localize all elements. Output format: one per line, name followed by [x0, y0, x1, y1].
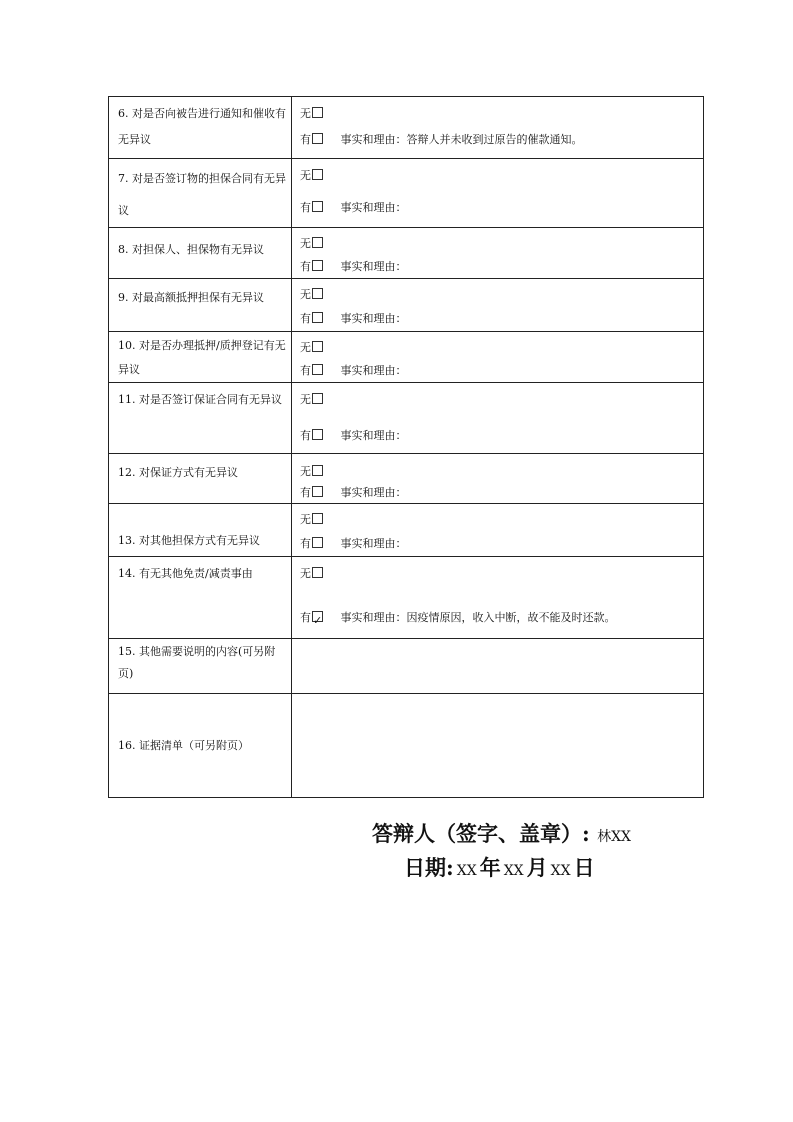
no-checkbox[interactable] [312, 513, 323, 524]
date-year: XX [456, 863, 477, 879]
yes-option[interactable] [292, 195, 703, 221]
yes-label: 有 [300, 312, 311, 325]
reason-label: 事实和理由： [340, 133, 407, 146]
question-cell [109, 557, 292, 639]
answer-cell [292, 159, 704, 228]
question-text: 12. 对保证方式有无异议 [118, 466, 238, 479]
no-option[interactable] [292, 336, 703, 360]
yes-checkbox[interactable] [312, 486, 323, 497]
yes-label: 有 [300, 364, 311, 377]
table-row [109, 639, 704, 694]
question-text: 8. 对担保人、担保物有无异议 [118, 243, 264, 256]
yes-option[interactable] [292, 360, 703, 382]
no-option[interactable] [292, 232, 703, 256]
question-cell [109, 228, 292, 279]
yes-checkbox[interactable] [312, 260, 323, 271]
no-checkbox[interactable] [312, 341, 323, 352]
answer-cell [292, 332, 704, 383]
no-option[interactable] [292, 508, 703, 532]
yes-checkbox[interactable] [312, 364, 323, 375]
no-label: 无 [300, 341, 311, 354]
table-row [109, 454, 704, 504]
question-text: 14. 有无其他免责/减责事由 [118, 567, 253, 580]
question-cell [109, 159, 292, 228]
table-row [109, 97, 704, 159]
signature-name: 林XX [597, 829, 632, 845]
date-label: 日期: [404, 855, 454, 880]
yes-option[interactable] [292, 605, 703, 631]
question-text: 15. 其他需要说明的内容(可另附页) [118, 645, 276, 680]
no-option[interactable] [292, 101, 703, 127]
question-cell [109, 332, 292, 383]
yes-checkbox[interactable] [312, 133, 323, 144]
reason-label: 事实和理由： [340, 364, 407, 377]
yes-label: 有 [300, 429, 311, 442]
no-label: 无 [300, 288, 311, 301]
no-option[interactable] [292, 460, 703, 484]
evidence-list-cell[interactable] [292, 694, 704, 798]
yes-label: 有 [300, 537, 311, 550]
reason-text: 因疫情原因，收入中断，故不能及时还款。 [406, 611, 616, 624]
yes-option[interactable] [292, 127, 703, 153]
yes-checkbox[interactable] [312, 312, 323, 323]
reason-label: 事实和理由： [340, 429, 407, 442]
answer-cell [292, 228, 704, 279]
no-checkbox[interactable] [312, 393, 323, 404]
date-line [404, 852, 595, 882]
question-text: 16. 证据清单（可另附页） [118, 738, 249, 752]
date-day-unit: 日 [573, 855, 595, 880]
no-checkbox[interactable] [312, 465, 323, 476]
question-cell [109, 279, 292, 332]
date-month-unit: 月 [526, 855, 548, 880]
reason-label: 事实和理由： [340, 537, 407, 550]
no-label: 无 [300, 237, 311, 250]
question-text: 11. 对是否签订保证合同有无异议 [118, 393, 282, 406]
table-row [109, 504, 704, 557]
no-option[interactable] [292, 163, 703, 189]
yes-checkbox[interactable] [312, 429, 323, 440]
date-year-unit: 年 [479, 855, 501, 880]
signature-label: 答辩人（签字、盖章）: [372, 821, 590, 846]
question-text: 7. 对是否签订物的担保合同有无异议 [118, 172, 286, 217]
free-text-cell[interactable] [292, 639, 704, 694]
reason-label: 事实和理由： [340, 486, 407, 499]
reason-label: 事实和理由： [340, 260, 407, 273]
question-cell [109, 383, 292, 454]
yes-option[interactable] [292, 423, 703, 449]
question-cell [109, 454, 292, 504]
no-checkbox[interactable] [312, 107, 323, 118]
table-row [109, 332, 704, 383]
yes-checkbox-checked[interactable] [312, 611, 323, 622]
no-checkbox[interactable] [312, 169, 323, 180]
no-label: 无 [300, 465, 311, 478]
no-option[interactable] [292, 561, 703, 587]
answer-cell [292, 454, 704, 504]
yes-label: 有 [300, 611, 311, 624]
no-label: 无 [300, 107, 311, 120]
no-checkbox[interactable] [312, 237, 323, 248]
date-day: XX [550, 863, 571, 879]
no-option[interactable] [292, 283, 703, 307]
question-cell [109, 504, 292, 557]
no-label: 无 [300, 513, 311, 526]
answer-cell [292, 383, 704, 454]
answer-cell [292, 279, 704, 332]
yes-label: 有 [300, 260, 311, 273]
yes-option[interactable] [292, 532, 703, 556]
yes-option[interactable] [292, 256, 703, 278]
answer-cell [292, 557, 704, 639]
question-text: 13. 对其他担保方式有无异议 [118, 534, 260, 547]
question-cell [109, 694, 292, 798]
yes-label: 有 [300, 133, 311, 146]
reason-label: 事实和理由： [340, 201, 407, 214]
yes-label: 有 [300, 486, 311, 499]
question-text: 9. 对最高额抵押担保有无异议 [118, 291, 264, 304]
table-row [109, 557, 704, 639]
question-text: 10. 对是否办理抵押/质押登记有无异议 [118, 339, 286, 376]
yes-checkbox[interactable] [312, 537, 323, 548]
table-row [109, 694, 704, 798]
answer-cell [292, 97, 704, 159]
no-label: 无 [300, 169, 311, 182]
reason-text: 答辩人并未收到过原告的催款通知。 [406, 133, 583, 146]
yes-checkbox[interactable] [312, 201, 323, 212]
question-cell [109, 97, 292, 159]
table-row [109, 159, 704, 228]
no-checkbox[interactable] [312, 288, 323, 299]
reason-label: 事实和理由： [340, 312, 407, 325]
date-month: XX [503, 863, 524, 879]
no-label: 无 [300, 393, 311, 406]
signature-line [372, 818, 631, 848]
question-text: 6. 对是否向被告进行通知和催收有无异议 [118, 107, 286, 146]
table-row [109, 279, 704, 332]
no-label: 无 [300, 567, 311, 580]
no-checkbox[interactable] [312, 567, 323, 578]
yes-option[interactable] [292, 484, 703, 502]
no-option[interactable] [292, 387, 703, 413]
table-row [109, 228, 704, 279]
answer-cell [292, 504, 704, 557]
yes-option[interactable] [292, 307, 703, 331]
table-row [109, 383, 704, 454]
question-cell [109, 639, 292, 694]
yes-label: 有 [300, 201, 311, 214]
reason-label: 事实和理由： [340, 611, 407, 624]
defense-form-table [108, 96, 704, 798]
